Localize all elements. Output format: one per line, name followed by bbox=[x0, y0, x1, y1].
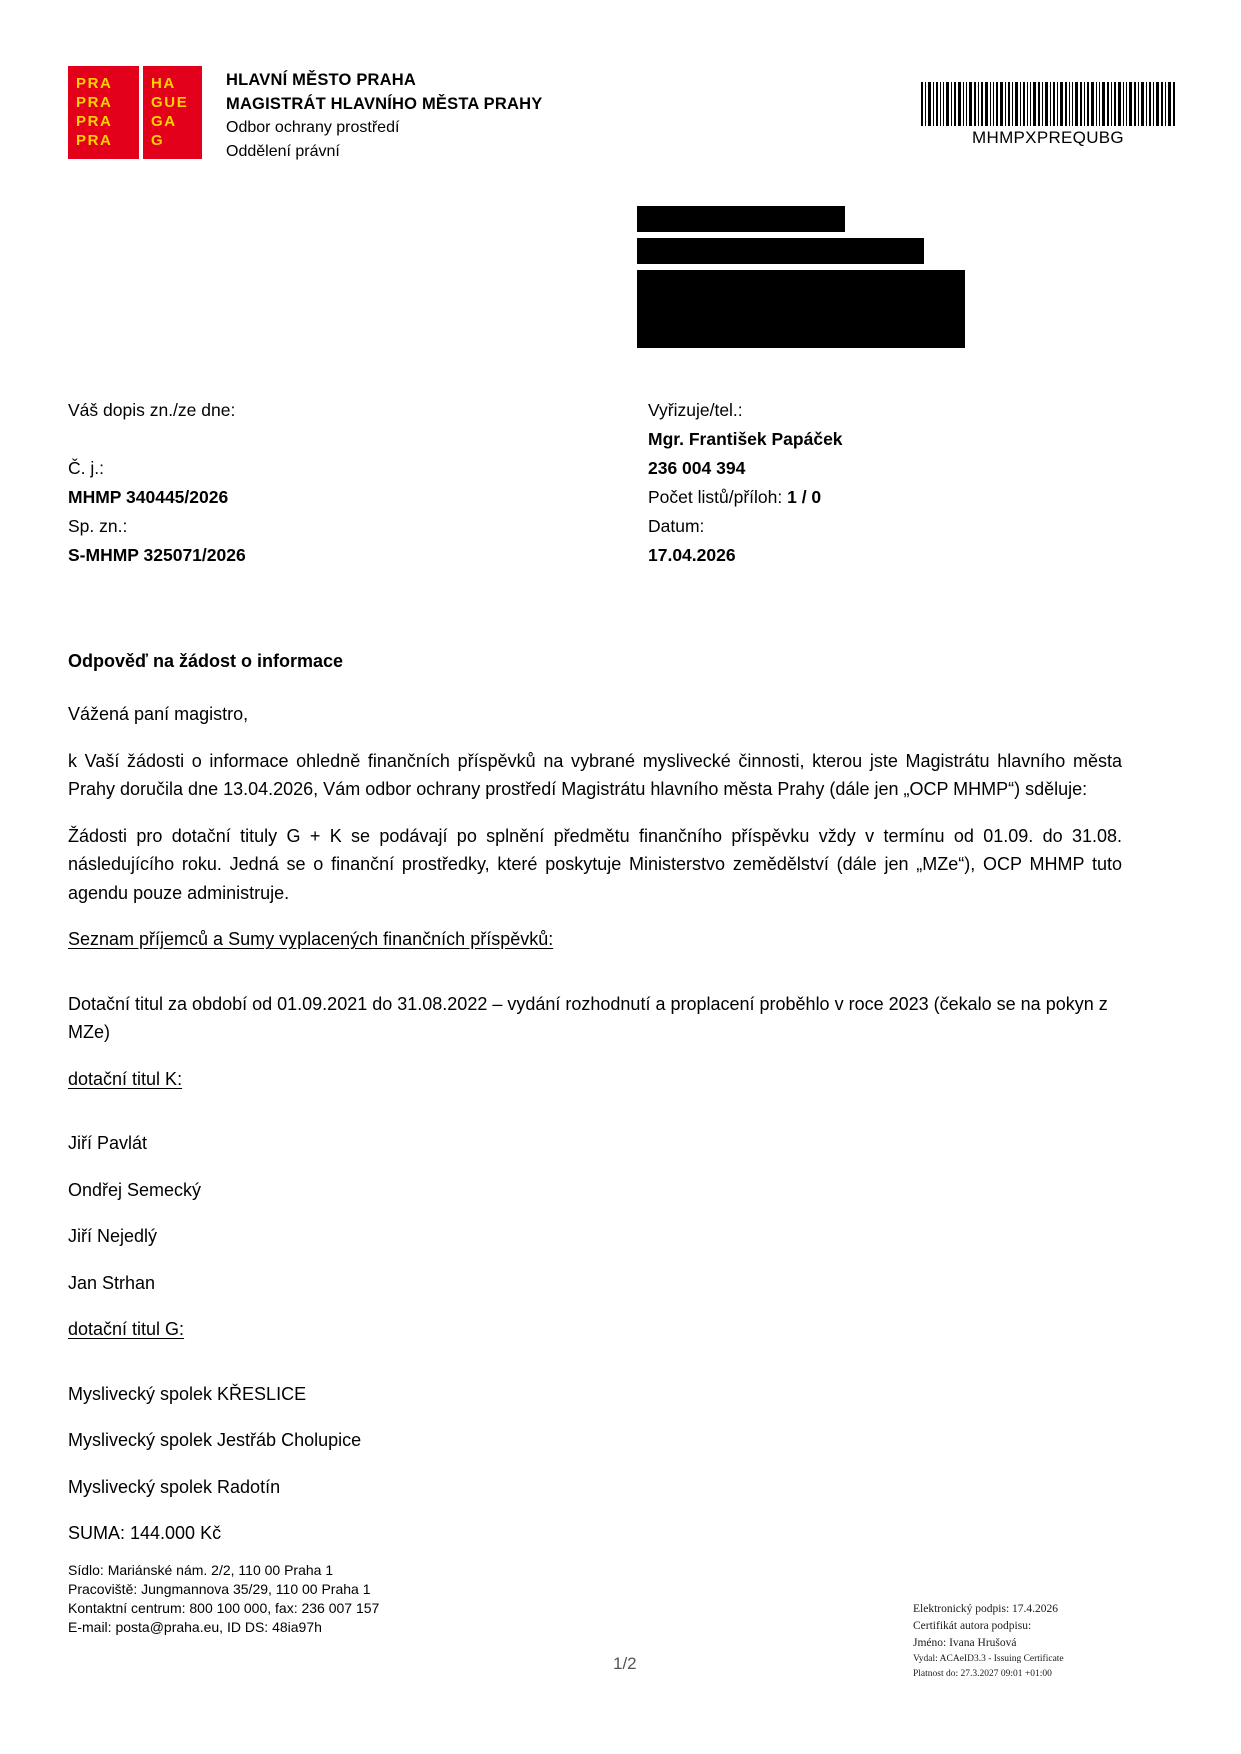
date-value: 17.04.2026 bbox=[648, 545, 736, 565]
salutation: Vážená paní magistro, bbox=[68, 704, 249, 724]
document-subject: Odpověď na žádost o informace bbox=[68, 651, 343, 671]
signature-name: Jméno: Ivana Hrušová bbox=[913, 1637, 1017, 1649]
recipient-name: Myslivecký spolek KŘESLICE bbox=[68, 1383, 307, 1404]
prague-logo bbox=[68, 66, 202, 159]
title-k-heading-wrap bbox=[68, 1065, 1122, 1112]
total-sum: SUMA: 144.000 Kč bbox=[68, 1523, 222, 1543]
redacted-address-line-1 bbox=[637, 206, 845, 232]
logo-text: HA bbox=[151, 75, 176, 92]
sheet-count-label: Počet listů/příloh: bbox=[648, 487, 783, 507]
handler-phone: 236 004 394 bbox=[648, 458, 746, 478]
case-number-label: Sp. zn.: bbox=[68, 516, 128, 536]
handler-name: Mgr. František Papáček bbox=[648, 429, 843, 449]
signature-certificate-label: Certifikát autora podpisu: bbox=[913, 1620, 1032, 1632]
barcode-image bbox=[919, 82, 1177, 126]
logo-text: PRA bbox=[76, 113, 113, 130]
logo-text: GA bbox=[151, 113, 177, 130]
spacer bbox=[68, 425, 588, 454]
date-label: Datum: bbox=[648, 516, 705, 536]
signature-issuer: Vydal: ACAeID3.3 - Issuing Certificate bbox=[913, 1654, 1064, 1664]
barcode-label: MHMPXPREQUBG bbox=[972, 128, 1124, 147]
file-number-label: Č. j.: bbox=[68, 458, 104, 478]
recipients-list-heading: Seznam příjemců a Sumy vyplacených finančních příspěvků: bbox=[68, 929, 554, 949]
recipient-name: Jiří Pavlát bbox=[68, 1133, 148, 1153]
logo-column-left bbox=[68, 66, 139, 159]
logo-text: PRA bbox=[76, 132, 113, 149]
logo-text: PRA bbox=[76, 94, 113, 111]
organization-city: HLAVNÍ MĚSTO PRAHA bbox=[226, 71, 416, 89]
subsidy-title-g-heading: dotační titul G: bbox=[68, 1319, 185, 1339]
list-heading-wrap bbox=[68, 925, 1122, 972]
organization-authority: MAGISTRÁT HLAVNÍHO MĚSTA PRAHY bbox=[226, 95, 543, 113]
body-paragraph-2: Žádosti pro dotační tituly G + K se podávají po splnění předmětu finančního příspěvku vždy v termínu od 01.09. do 31.08. následujícího roku. Jedná se o finanční prostředky, které poskytuje Ministerstvo zemědělství (dále jen „MZe“), OCP MHMP tuto agendu pouze administruje. bbox=[68, 825, 1122, 903]
recipient-name: Ondřej Semecký bbox=[68, 1179, 202, 1200]
redacted-address-block bbox=[637, 270, 965, 348]
signature-validity: Platnost do: 27.3.2027 09:01 +01:00 bbox=[913, 1669, 1052, 1679]
document-body bbox=[68, 700, 1122, 1566]
letterhead bbox=[68, 66, 542, 164]
electronic-signature-block bbox=[913, 1601, 1183, 1682]
subsidy-title-k-heading: dotační titul K: bbox=[68, 1068, 183, 1089]
period-note: Dotační titul za období od 01.09.2021 do 31.08.2022 – vydání rozhodnutí a proplacení proběhlo v roce 2023 (čekalo se na pokyn z MZe) bbox=[68, 993, 1108, 1042]
file-number-value: MHMP 340445/2026 bbox=[68, 487, 229, 507]
recipient-name: Jan Strhan bbox=[68, 1272, 156, 1293]
document-footer bbox=[68, 1561, 768, 1637]
reference-column-left bbox=[68, 396, 588, 570]
sheet-count-value: 1 / 0 bbox=[787, 487, 822, 507]
signature-date: Elektronický podpis: 17.4.2026 bbox=[913, 1603, 1059, 1615]
case-number-value: S-MHMP 325071/2026 bbox=[68, 545, 246, 565]
logo-text: PRA bbox=[76, 75, 113, 92]
footer-workplace: Pracoviště: Jungmannova 35/29, 110 00 Praha 1 bbox=[68, 1581, 371, 1597]
handler-label: Vyřizuje/tel.: bbox=[648, 400, 743, 420]
recipient-name: Myslivecký spolek Jestřáb Cholupice bbox=[68, 1430, 362, 1450]
organization-block bbox=[226, 66, 542, 164]
barcode-block bbox=[919, 82, 1177, 149]
recipient-name: Myslivecký spolek Radotín bbox=[68, 1476, 281, 1497]
page-number: 1/2 bbox=[613, 1654, 637, 1673]
sheet-count-row bbox=[648, 483, 1168, 512]
title-g-heading-wrap bbox=[68, 1315, 1122, 1362]
logo-text: GUE bbox=[151, 94, 189, 111]
logo-column-right bbox=[143, 66, 202, 159]
organization-unit: Oddělení právní bbox=[226, 143, 340, 160]
redacted-address-line-2 bbox=[637, 238, 924, 264]
organization-department: Odbor ochrany prostředí bbox=[226, 119, 400, 136]
reference-column-right bbox=[648, 396, 1168, 570]
footer-email: E-mail: posta@praha.eu, ID DS: 48ia97h bbox=[68, 1619, 322, 1635]
footer-address: Sídlo: Mariánské nám. 2/2, 110 00 Praha 1 bbox=[68, 1562, 334, 1578]
body-paragraph-1: k Vaší žádosti o informace ohledně finančních příspěvků na vybrané myslivecké činnosti, kterou jste Magistrátu hlavního města Prahy doručila dne 13.04.2026, Vám odbor ochrany prostředí Magistrátu hlavního města Prahy (dále jen „OCP MHMP“) sděluje: bbox=[68, 750, 1122, 799]
logo-text: G bbox=[151, 132, 165, 149]
footer-contact: Kontaktní centrum: 800 100 000, fax: 236 007 157 bbox=[68, 1600, 380, 1616]
your-reference-label: Váš dopis zn./ze dne: bbox=[68, 400, 236, 420]
recipient-name: Jiří Nejedlý bbox=[68, 1226, 158, 1246]
